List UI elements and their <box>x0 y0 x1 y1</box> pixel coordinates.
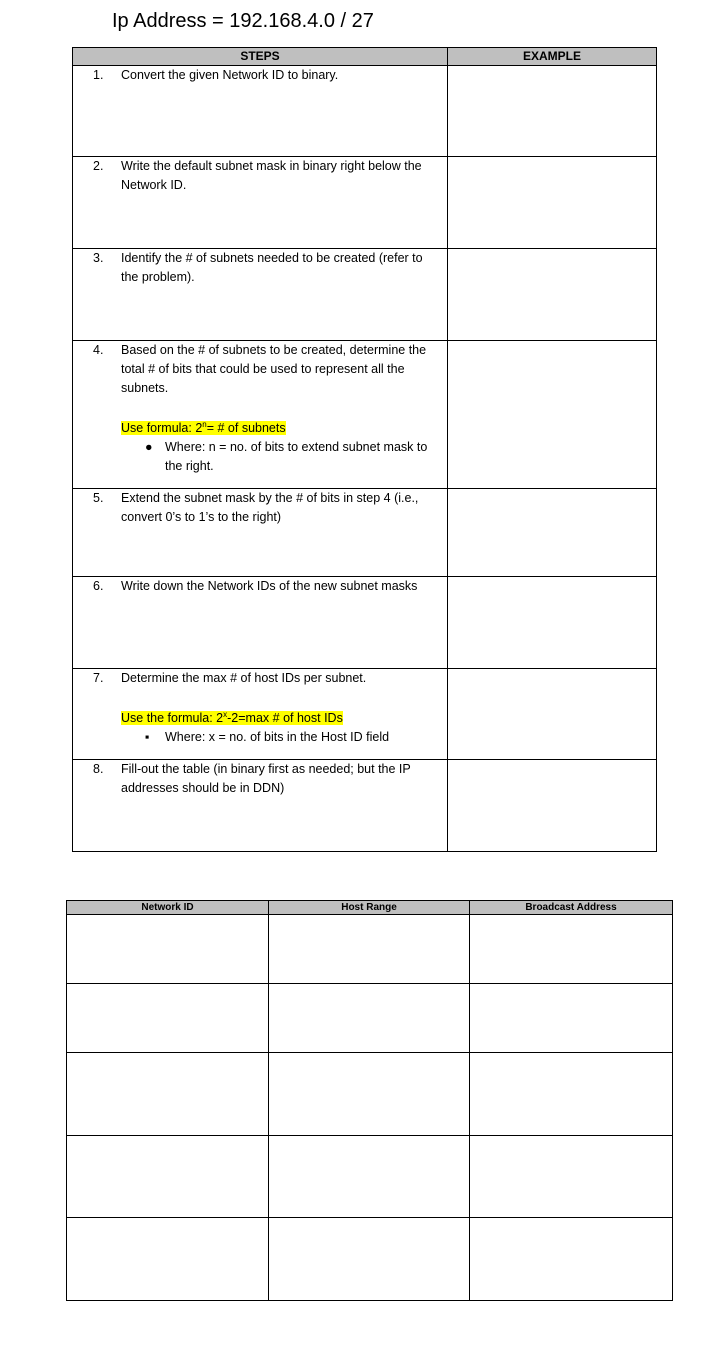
results-row <box>67 1053 673 1136</box>
network-id-cell[interactable] <box>67 1053 269 1136</box>
step-cell <box>73 249 448 341</box>
network-id-header: Network ID <box>67 901 269 915</box>
step-cell <box>73 760 448 852</box>
results-row <box>67 1218 673 1301</box>
step-row-3 <box>73 249 657 341</box>
broadcast-address-header: Broadcast Address <box>470 901 673 915</box>
step-cell <box>73 341 448 489</box>
step-cell <box>73 669 448 760</box>
step-row-1 <box>73 66 657 157</box>
step-row-2 <box>73 157 657 249</box>
bullet-text: Where: x = no. of bits in the Host ID field <box>165 730 390 745</box>
host-range-cell[interactable] <box>269 915 470 984</box>
steps-header: STEPS <box>73 48 448 66</box>
bullet-square-icon: ▪ <box>145 730 150 745</box>
page-title: Ip Address = 192.168.4.0 / 27 <box>112 10 374 32</box>
steps-header-row <box>73 48 657 66</box>
broadcast-address-cell[interactable] <box>470 1136 673 1218</box>
example-cell[interactable] <box>448 66 657 157</box>
step-row-4 <box>73 341 657 489</box>
step-text: Fill-out the table (in binary first as needed; but the IP addresses should be in DDN) <box>121 762 411 795</box>
results-table <box>66 900 673 1301</box>
example-cell[interactable] <box>448 760 657 852</box>
broadcast-address-cell[interactable] <box>470 1218 673 1301</box>
formula-highlight: Use formula: $2^n=$ # of subnets <box>121 420 286 436</box>
formula-highlight: Use the formula: $2^x-2=\max$ # of host IDs <box>121 710 343 726</box>
example-cell[interactable] <box>448 341 657 489</box>
broadcast-address-cell[interactable] <box>470 984 673 1053</box>
step-row-5 <box>73 489 657 577</box>
step-text: Write the default subnet mask in binary right below the Network ID. <box>121 159 422 192</box>
step-row-8 <box>73 760 657 852</box>
host-range-cell[interactable] <box>269 984 470 1053</box>
example-cell[interactable] <box>448 577 657 669</box>
host-range-cell[interactable] <box>269 1053 470 1136</box>
step-number: 2. <box>93 159 104 173</box>
results-header-row <box>67 901 673 915</box>
step-number: 8. <box>93 762 104 776</box>
step-cell <box>73 66 448 157</box>
step-number: 6. <box>93 579 104 593</box>
results-row <box>67 915 673 984</box>
network-id-cell[interactable] <box>67 1218 269 1301</box>
bullet-item <box>145 728 439 747</box>
results-row <box>67 984 673 1053</box>
bullet-text: Where: n = no. of bits to extend subnet mask to the right. <box>165 440 428 474</box>
broadcast-address-cell[interactable] <box>470 1053 673 1136</box>
network-id-cell[interactable] <box>67 1136 269 1218</box>
network-id-cell[interactable] <box>67 915 269 984</box>
step-text: Identify the # of subnets needed to be created (refer to the problem). <box>121 251 423 284</box>
step-row-7 <box>73 669 657 760</box>
step-number: 7. <box>93 671 104 685</box>
bullet-item <box>145 438 439 476</box>
host-range-cell[interactable] <box>269 1136 470 1218</box>
network-id-cell[interactable] <box>67 984 269 1053</box>
example-cell[interactable] <box>448 249 657 341</box>
step-text: Extend the subnet mask by the # of bits in step 4 (i.e., convert 0’s to 1’s to the right) <box>121 491 419 524</box>
example-cell[interactable] <box>448 157 657 249</box>
example-header: EXAMPLE <box>448 48 657 66</box>
step-text: Based on the # of subnets to be created, determine the total # of bits that could be used to represent all the subnets. <box>121 343 427 395</box>
step-cell <box>73 577 448 669</box>
example-cell[interactable] <box>448 489 657 577</box>
results-row <box>67 1136 673 1218</box>
step-number: 4. <box>93 343 104 357</box>
step-text: Determine the max # of host IDs per subnet. <box>121 671 367 685</box>
host-range-cell[interactable] <box>269 1218 470 1301</box>
bullet-dot-icon: ● <box>145 440 153 455</box>
steps-table <box>72 47 657 852</box>
host-range-header: Host Range <box>269 901 470 915</box>
step-number: 3. <box>93 251 104 265</box>
step-number: 1. <box>93 68 104 82</box>
step-text: Convert the given Network ID to binary. <box>121 68 339 82</box>
step-row-6 <box>73 577 657 669</box>
step-cell <box>73 157 448 249</box>
step-cell <box>73 489 448 577</box>
formula-line <box>121 705 439 728</box>
example-cell[interactable] <box>448 669 657 760</box>
step-text: Write down the Network IDs of the new subnet masks <box>121 579 418 593</box>
formula-line <box>121 415 439 438</box>
step-number: 5. <box>93 491 104 505</box>
broadcast-address-cell[interactable] <box>470 915 673 984</box>
